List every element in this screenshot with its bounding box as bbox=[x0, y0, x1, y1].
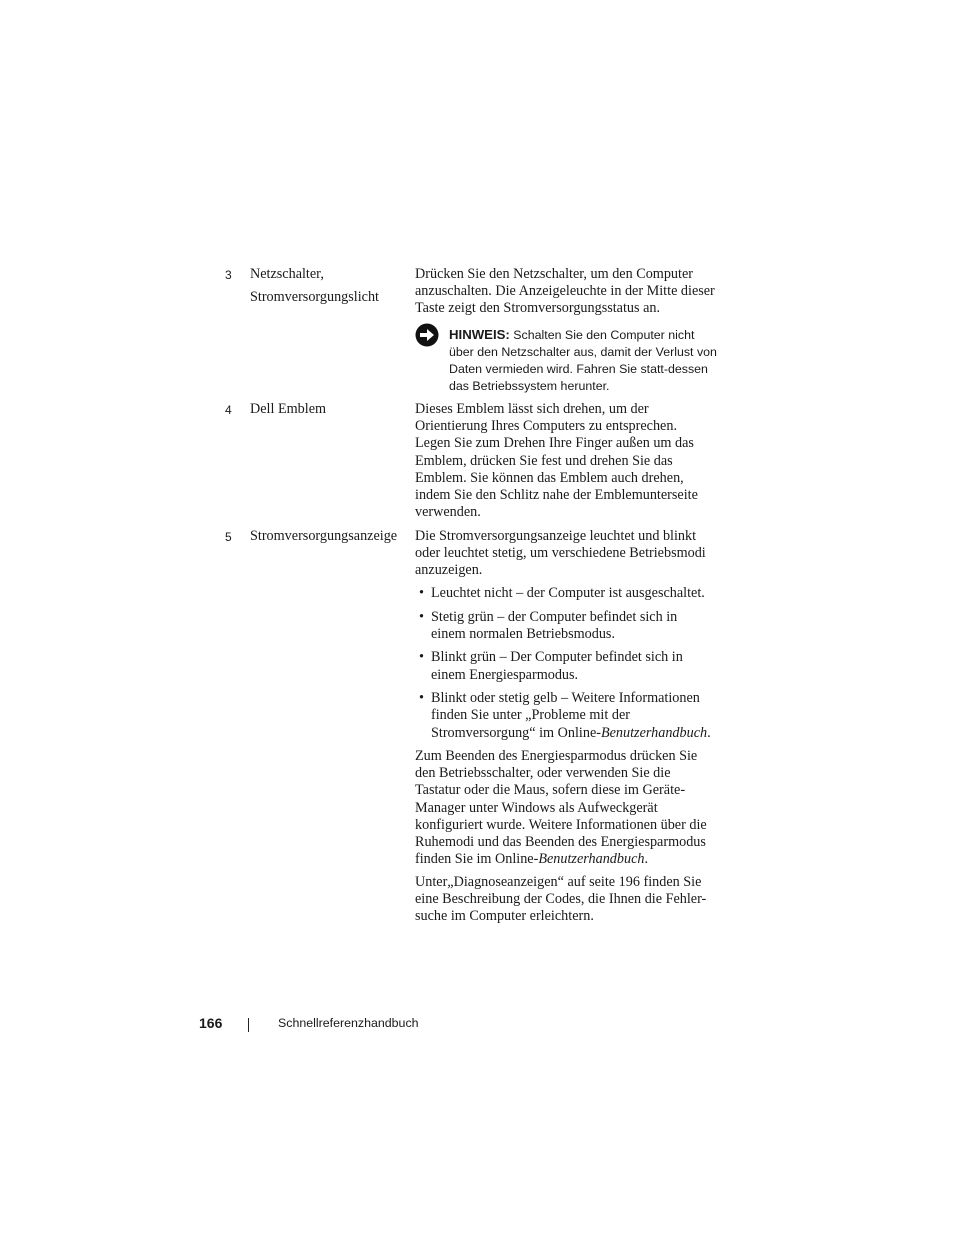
bullet-icon: • bbox=[419, 690, 424, 707]
row-description: Dieses Emblem lässt sich drehen, um der Orientierung Ihres Computers zu entsprechen. Legen Sie zum Drehen Ihre Finger außen um das Emblem, drücken Sie fest und drehen Sie das Emblem. Sie können das Emblem auch drehen, indem Sie den Schlitz nahe der Emblemunterseite verwenden. bbox=[415, 401, 698, 521]
row-label: Dell Emblem bbox=[250, 401, 327, 417]
list-item bbox=[415, 609, 715, 643]
row-number: 4 bbox=[225, 403, 232, 417]
row-number: 3 bbox=[225, 268, 232, 282]
row-label: Stromversorgungsanzeige bbox=[250, 528, 398, 544]
bullet-list bbox=[415, 585, 715, 748]
bullet-icon: • bbox=[419, 649, 424, 666]
footer-title: Schnellreferenzhandbuch bbox=[278, 1016, 419, 1030]
note-text bbox=[449, 326, 719, 395]
paragraph-text: Zum Beenden des Energiesparmodus drücken Sie den Betriebsschalter, oder verwenden Sie die Tastatur oder die Maus, sofern diese im Geräte-Manager unter Windows als Aufweckgerät konfiguriert wurde. Weitere Informationen über die Ruhemodi und das Beenden des Energiesparmodus finden Sie im Online- bbox=[415, 748, 707, 868]
label-line: Stromversorgungslicht bbox=[250, 289, 379, 306]
list-item bbox=[415, 649, 715, 683]
note-heading: HINWEIS: bbox=[449, 327, 510, 342]
row-label bbox=[250, 266, 410, 306]
italic-term: Benutzerhandbuch bbox=[538, 851, 645, 868]
list-item-text: Stetig grün – der Computer befindet sich in einem normalen Betriebsmodus. bbox=[431, 608, 678, 642]
label-line: Netzschalter, bbox=[250, 266, 324, 282]
footer-divider bbox=[248, 1018, 249, 1032]
row-number: 5 bbox=[225, 530, 232, 544]
list-item-text: Blinkt oder stetig gelb – Weitere Informationen finden Sie unter „Probleme mit der Stromversorgung“ im Online- bbox=[431, 690, 700, 741]
row-description: Drücken Sie den Netzschalter, um den Computer anzuschalten. Die Anzeigeleuchte in der Mitte dieser Taste zeigt den Stromversorgungsstatus an. bbox=[415, 266, 715, 317]
list-item bbox=[415, 690, 715, 742]
punctuation: . bbox=[707, 724, 711, 741]
row-description: Die Stromversorgungsanzeige leuchtet und blinkt oder leuchtet stetig, um verschiedene Betriebsmodi anzuzeigen. bbox=[415, 528, 706, 579]
punctuation: . bbox=[644, 851, 649, 868]
notice-arrow-icon bbox=[415, 323, 439, 347]
italic-term: Benutzerhandbuch bbox=[600, 724, 708, 741]
bullet-icon: • bbox=[419, 585, 424, 601]
list-item bbox=[415, 585, 715, 602]
row-paragraph: Unter„Diagnoseanzeigen“ auf seite 196 finden Sie eine Beschreibung der Codes, die Ihnen die Fehler-suche im Computer erleichtern. bbox=[415, 874, 707, 925]
note-body: Schalten Sie den Computer nicht über den Netzschalter aus, damit der Verlust von Daten vermieden wird. Fahren Sie statt-dessen das Betriebssystem herunter. bbox=[449, 328, 717, 393]
bullet-icon: • bbox=[419, 608, 424, 625]
list-item-text: Blinkt grün – Der Computer befindet sich in einem Energiesparmodus. bbox=[431, 649, 683, 683]
list-item-text: Leuchtet nicht – der Computer ist ausgeschaltet. bbox=[431, 585, 705, 601]
page-number: 166 bbox=[199, 1015, 223, 1031]
row-paragraph bbox=[415, 748, 715, 868]
